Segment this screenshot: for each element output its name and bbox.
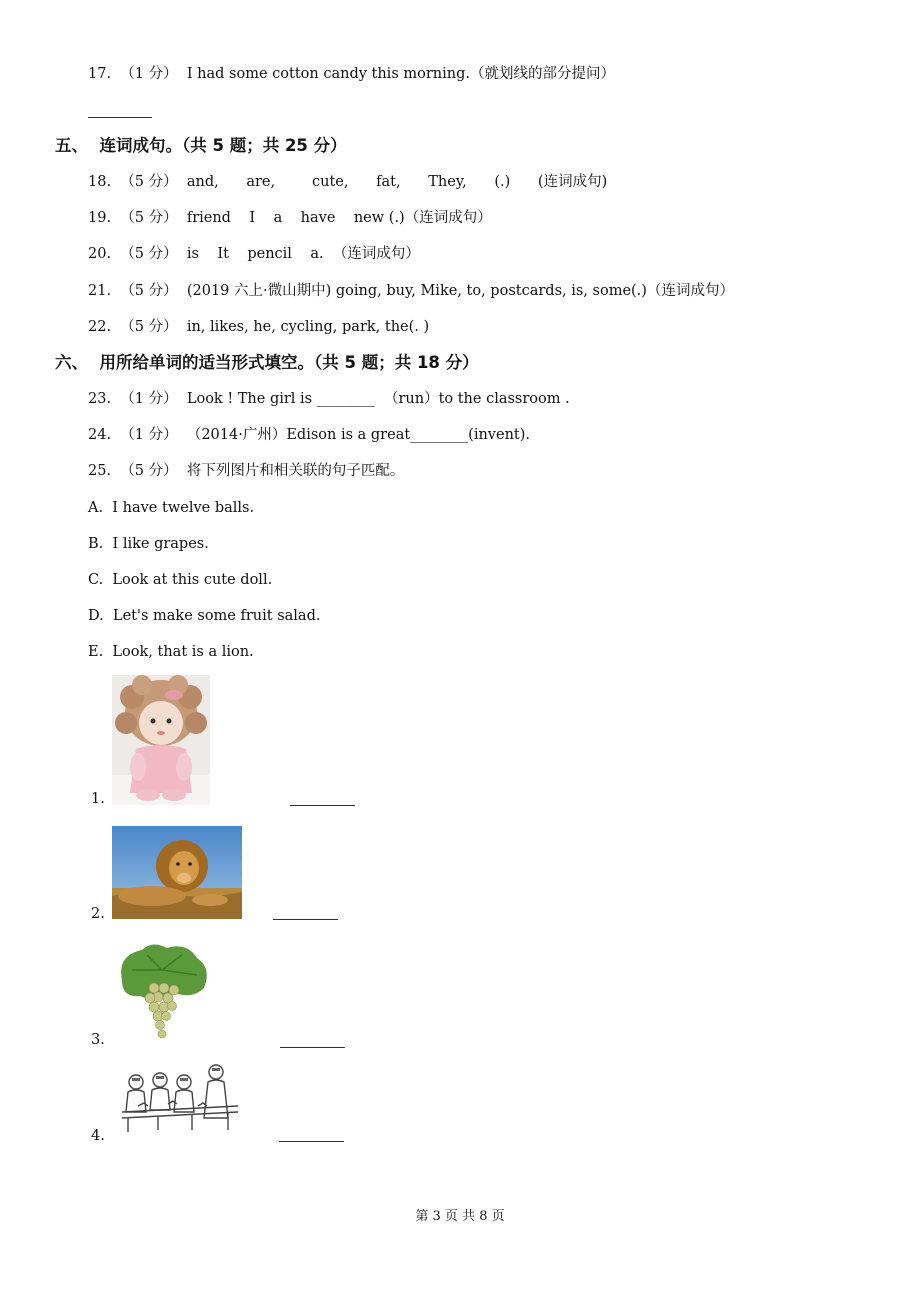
item-number-3: 3. [91, 1032, 105, 1048]
page-footer: 第 3 页 共 8 页 [415, 1209, 505, 1224]
question-18: 18. （5 分） and, are, cute, fat, They, (.) (连词成句) [88, 174, 608, 190]
item-number-4: 4. [91, 1128, 105, 1144]
question-19: 19. （5 分） friend I a have new (.)（连词成句） [88, 210, 492, 226]
lion-image [112, 826, 242, 919]
item-number-1: 1. [91, 791, 105, 807]
question-25: 25. （5 分） 将下列图片和相关联的句子匹配。 [88, 463, 405, 479]
answer-blank-17[interactable] [88, 117, 152, 118]
people-at-table-image [118, 1062, 242, 1134]
answer-blank-item-4[interactable] [279, 1141, 344, 1142]
grapes-image [112, 940, 214, 1046]
option-c: C. Look at this cute doll. [88, 572, 273, 588]
question-24: 24. （1 分） （2014·广州）Edison is a great________(invent). [88, 427, 531, 443]
question-21: 21. （5 分） (2019 六上·微山期中) going, buy, Mike, to, postcards, is, some(.)（连词成句） [88, 283, 734, 299]
option-d: D. Let's make some fruit salad. [88, 608, 321, 624]
question-22: 22. （5 分） in, likes, he, cycling, park, the(. ) [88, 319, 430, 335]
doll-image [112, 675, 210, 805]
answer-blank-item-2[interactable] [273, 919, 338, 920]
question-20: 20. （5 分） is It pencil a. （连词成句） [88, 246, 420, 262]
answer-blank-item-3[interactable] [280, 1047, 345, 1048]
item-number-2: 2. [91, 906, 105, 922]
option-e: E. Look, that is a lion. [88, 644, 254, 660]
question-23: 23. （1 分） Look ! The girl is ________ （run）to the classroom . [88, 391, 570, 407]
option-a: A. I have twelve balls. [88, 500, 255, 516]
question-17: 17. （1 分） I had some cotton candy this morning.（就划线的部分提问） [88, 66, 615, 82]
option-b: B. I like grapes. [88, 536, 209, 552]
answer-blank-item-1[interactable] [290, 805, 355, 806]
section-6-heading: 六、 用所给单词的适当形式填空。（共 5 题；共 18 分） [55, 353, 479, 372]
section-5-heading: 五、 连词成句。（共 5 题；共 25 分） [55, 136, 347, 155]
